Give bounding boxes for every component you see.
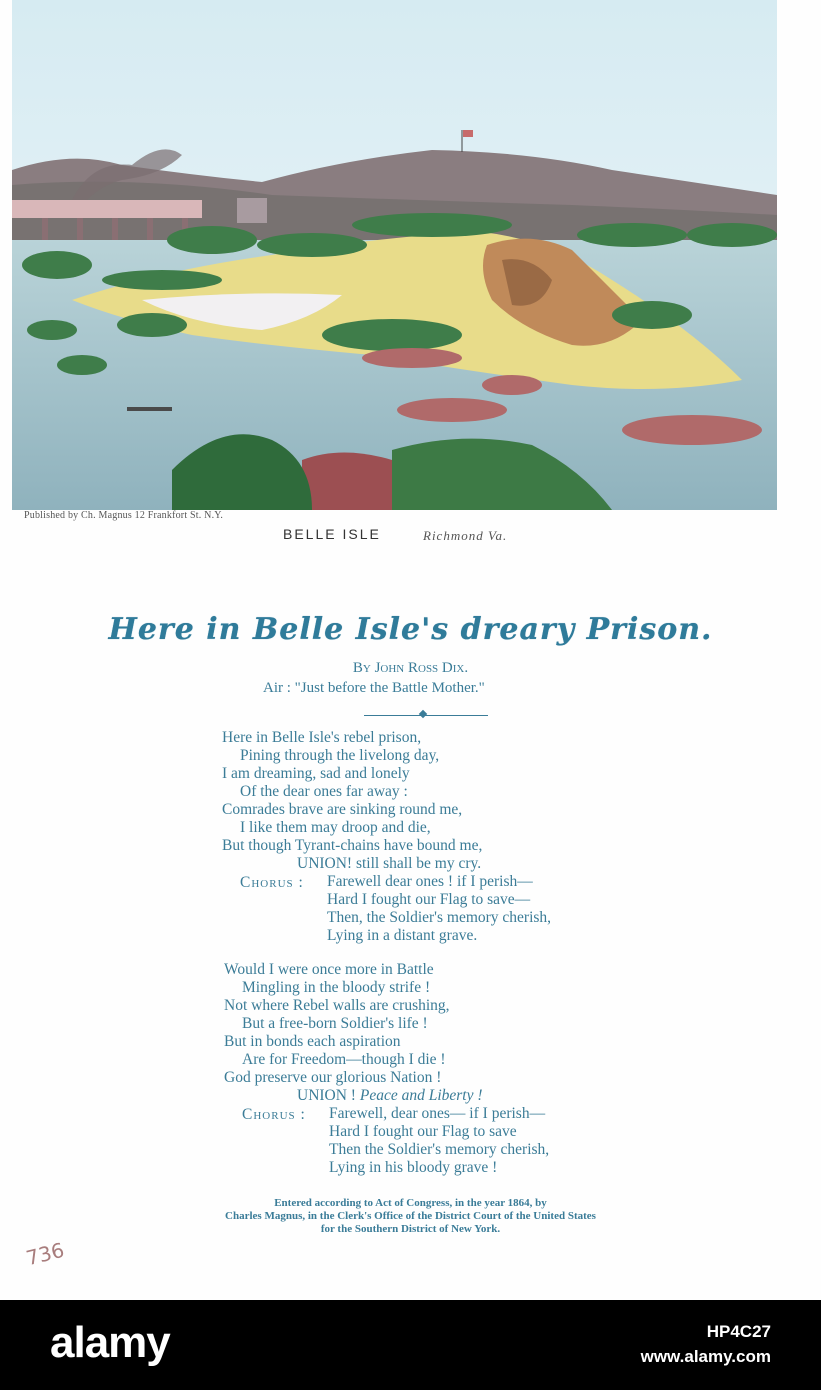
publisher-credit: Published by Ch. Magnus 12 Frankfort St. N.Y. <box>24 510 224 521</box>
pencil-annotation: 736 <box>23 1237 67 1271</box>
verse-line: I like them may droop and die, <box>240 819 431 836</box>
chorus-label: Chorus : <box>240 874 304 891</box>
illustration-caption: BELLE ISLE <box>283 526 381 542</box>
chorus-line: Lying in his bloody grave ! <box>329 1159 498 1176</box>
verse-line: Of the dear ones far away : <box>240 783 408 800</box>
alamy-logo: alamy <box>50 1318 170 1367</box>
verse-line: Mingling in the bloody strife ! <box>242 979 431 996</box>
verse-line: Comrades brave are sinking round me, <box>222 801 463 818</box>
chorus-line: Hard I fought our Flag to save <box>329 1123 517 1140</box>
verse-line <box>297 1087 483 1105</box>
verse-line: Pining through the livelong day, <box>240 747 440 764</box>
chorus-line: Then the Soldier's memory cherish, <box>329 1141 550 1158</box>
verse-line: But in bonds each aspiration <box>224 1033 401 1050</box>
copyright-line: for the Southern District of New York. <box>320 1223 501 1235</box>
illustration-location: Richmond Va. <box>423 528 508 543</box>
song-author: By John Ross Dix. <box>352 660 469 676</box>
verse-line: God preserve our glorious Nation ! <box>224 1069 442 1086</box>
chorus-line: Farewell dear ones ! if I perish— <box>327 873 533 890</box>
verse-line: Here in Belle Isle's rebel prison, <box>222 729 422 746</box>
union-word: UNION ! <box>297 1087 356 1104</box>
verse-line: Would I were once more in Battle <box>224 961 434 978</box>
copyright-line: Charles Magnus, in the Clerk's Office of the District Court of the United States <box>225 1210 596 1222</box>
copyright-line: Entered according to Act of Congress, in the year 1864, by <box>274 1197 547 1209</box>
image-id: HP4C27 <box>706 1322 771 1341</box>
chorus-line: Then, the Soldier's memory cherish, <box>327 909 552 926</box>
verse-line: But though Tyrant-chains have bound me, <box>222 837 483 854</box>
divider-ornament <box>419 710 427 718</box>
watermark-url: www.alamy.com <box>640 1347 771 1366</box>
song-air: Air : "Just before the Battle Mother." <box>263 680 485 696</box>
verse-line: I am dreaming, sad and lonely <box>222 765 410 782</box>
chorus-line: Farewell, dear ones— if I perish— <box>329 1105 546 1122</box>
chorus-line: Lying in a distant grave. <box>327 927 478 944</box>
belle-isle-illustration <box>12 0 777 510</box>
verse-line: UNION! still shall be my cry. <box>297 855 482 872</box>
chorus-label: Chorus : <box>242 1106 306 1123</box>
verse-line: Are for Freedom—though I die ! <box>242 1051 446 1068</box>
song-title: Here in Belle Isle's dreary Prison. <box>108 612 713 647</box>
verse-line: But a free-born Soldier's life ! <box>242 1015 428 1032</box>
chorus-line: Hard I fought our Flag to save— <box>327 891 531 908</box>
verse-line: Not where Rebel walls are crushing, <box>224 997 450 1014</box>
peace-liberty-phrase: Peace and Liberty ! <box>359 1087 483 1104</box>
